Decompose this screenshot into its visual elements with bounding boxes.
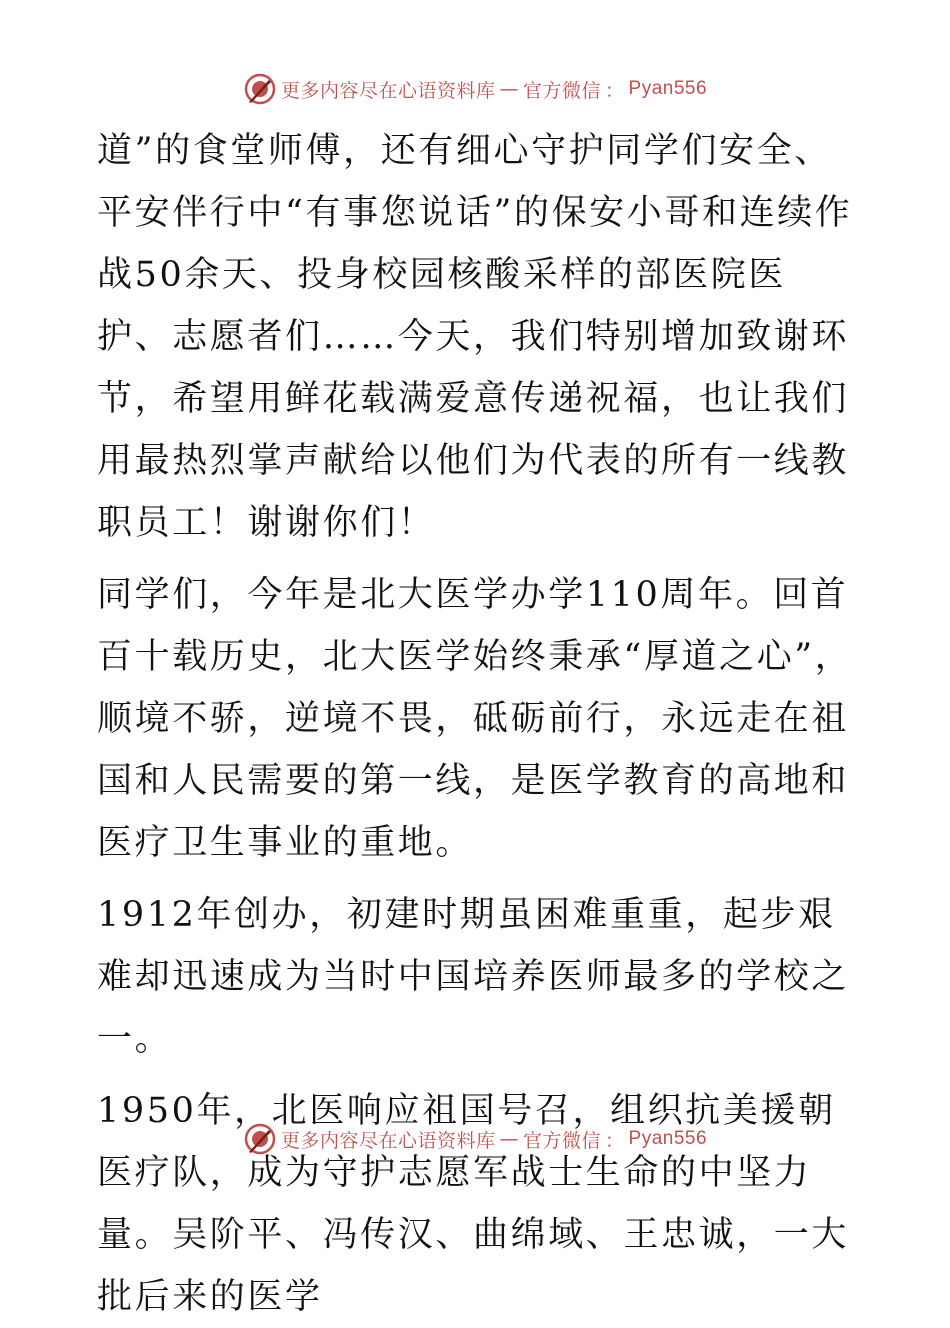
watermark-colon: ：: [605, 79, 625, 102]
watermark-account-id: Pyan556: [628, 1128, 708, 1149]
watermark-account-label: 官方微信: [522, 1129, 601, 1152]
header-watermark: [0, 72, 950, 106]
watermark-separator: —: [499, 78, 519, 100]
paragraph-2: 同学们，今年是北大医学办学110周年。回首百十载历史，北大医学始终秉承“厚道之心”，顺境不骄，逆境不畏，砥砺前行，永远走在祖国和人民需要的第一线，是医学教育的高地和医疗卫生事业的重地。: [97, 575, 853, 863]
pen-logo-icon: [243, 1122, 277, 1156]
paragraph-3: 1912年创办，初建时期虽困难重重，起步艰难却迅速成为当时中国培养医师最多的学校之一。: [97, 895, 850, 1059]
watermark-account-id: Pyan556: [628, 78, 708, 99]
watermark-separator: —: [499, 1128, 519, 1150]
watermark-text: 更多内容尽在心语资料库: [280, 79, 496, 102]
pen-logo-icon: [243, 72, 277, 106]
paragraph-4: 1950年，北医响应祖国号召，组织抗美援朝医疗队，成为守护志愿军战士生命的中坚力量。吴阶平、冯传汉、曲绵域、王忠诚，一大批后来的医学: [97, 1091, 850, 1317]
paragraph-1: 道”的食堂师傅，还有细心守护同学们安全、平安伴行中“有事您说话”的保安小哥和连续作战50余天、投身校园核酸采样的部医院医护、志愿者们……今天，我们特别增加致谢环节，希望用鲜花载满爱意传递祝福，也让我们用最热烈掌声献给以他们为代表的所有一线教职员工！谢谢你们！: [97, 131, 853, 543]
watermark-account-label: 官方微信: [522, 79, 601, 102]
footer-watermark: [0, 1122, 950, 1156]
watermark-colon: ：: [605, 1129, 625, 1152]
watermark-text: 更多内容尽在心语资料库: [280, 1129, 496, 1152]
